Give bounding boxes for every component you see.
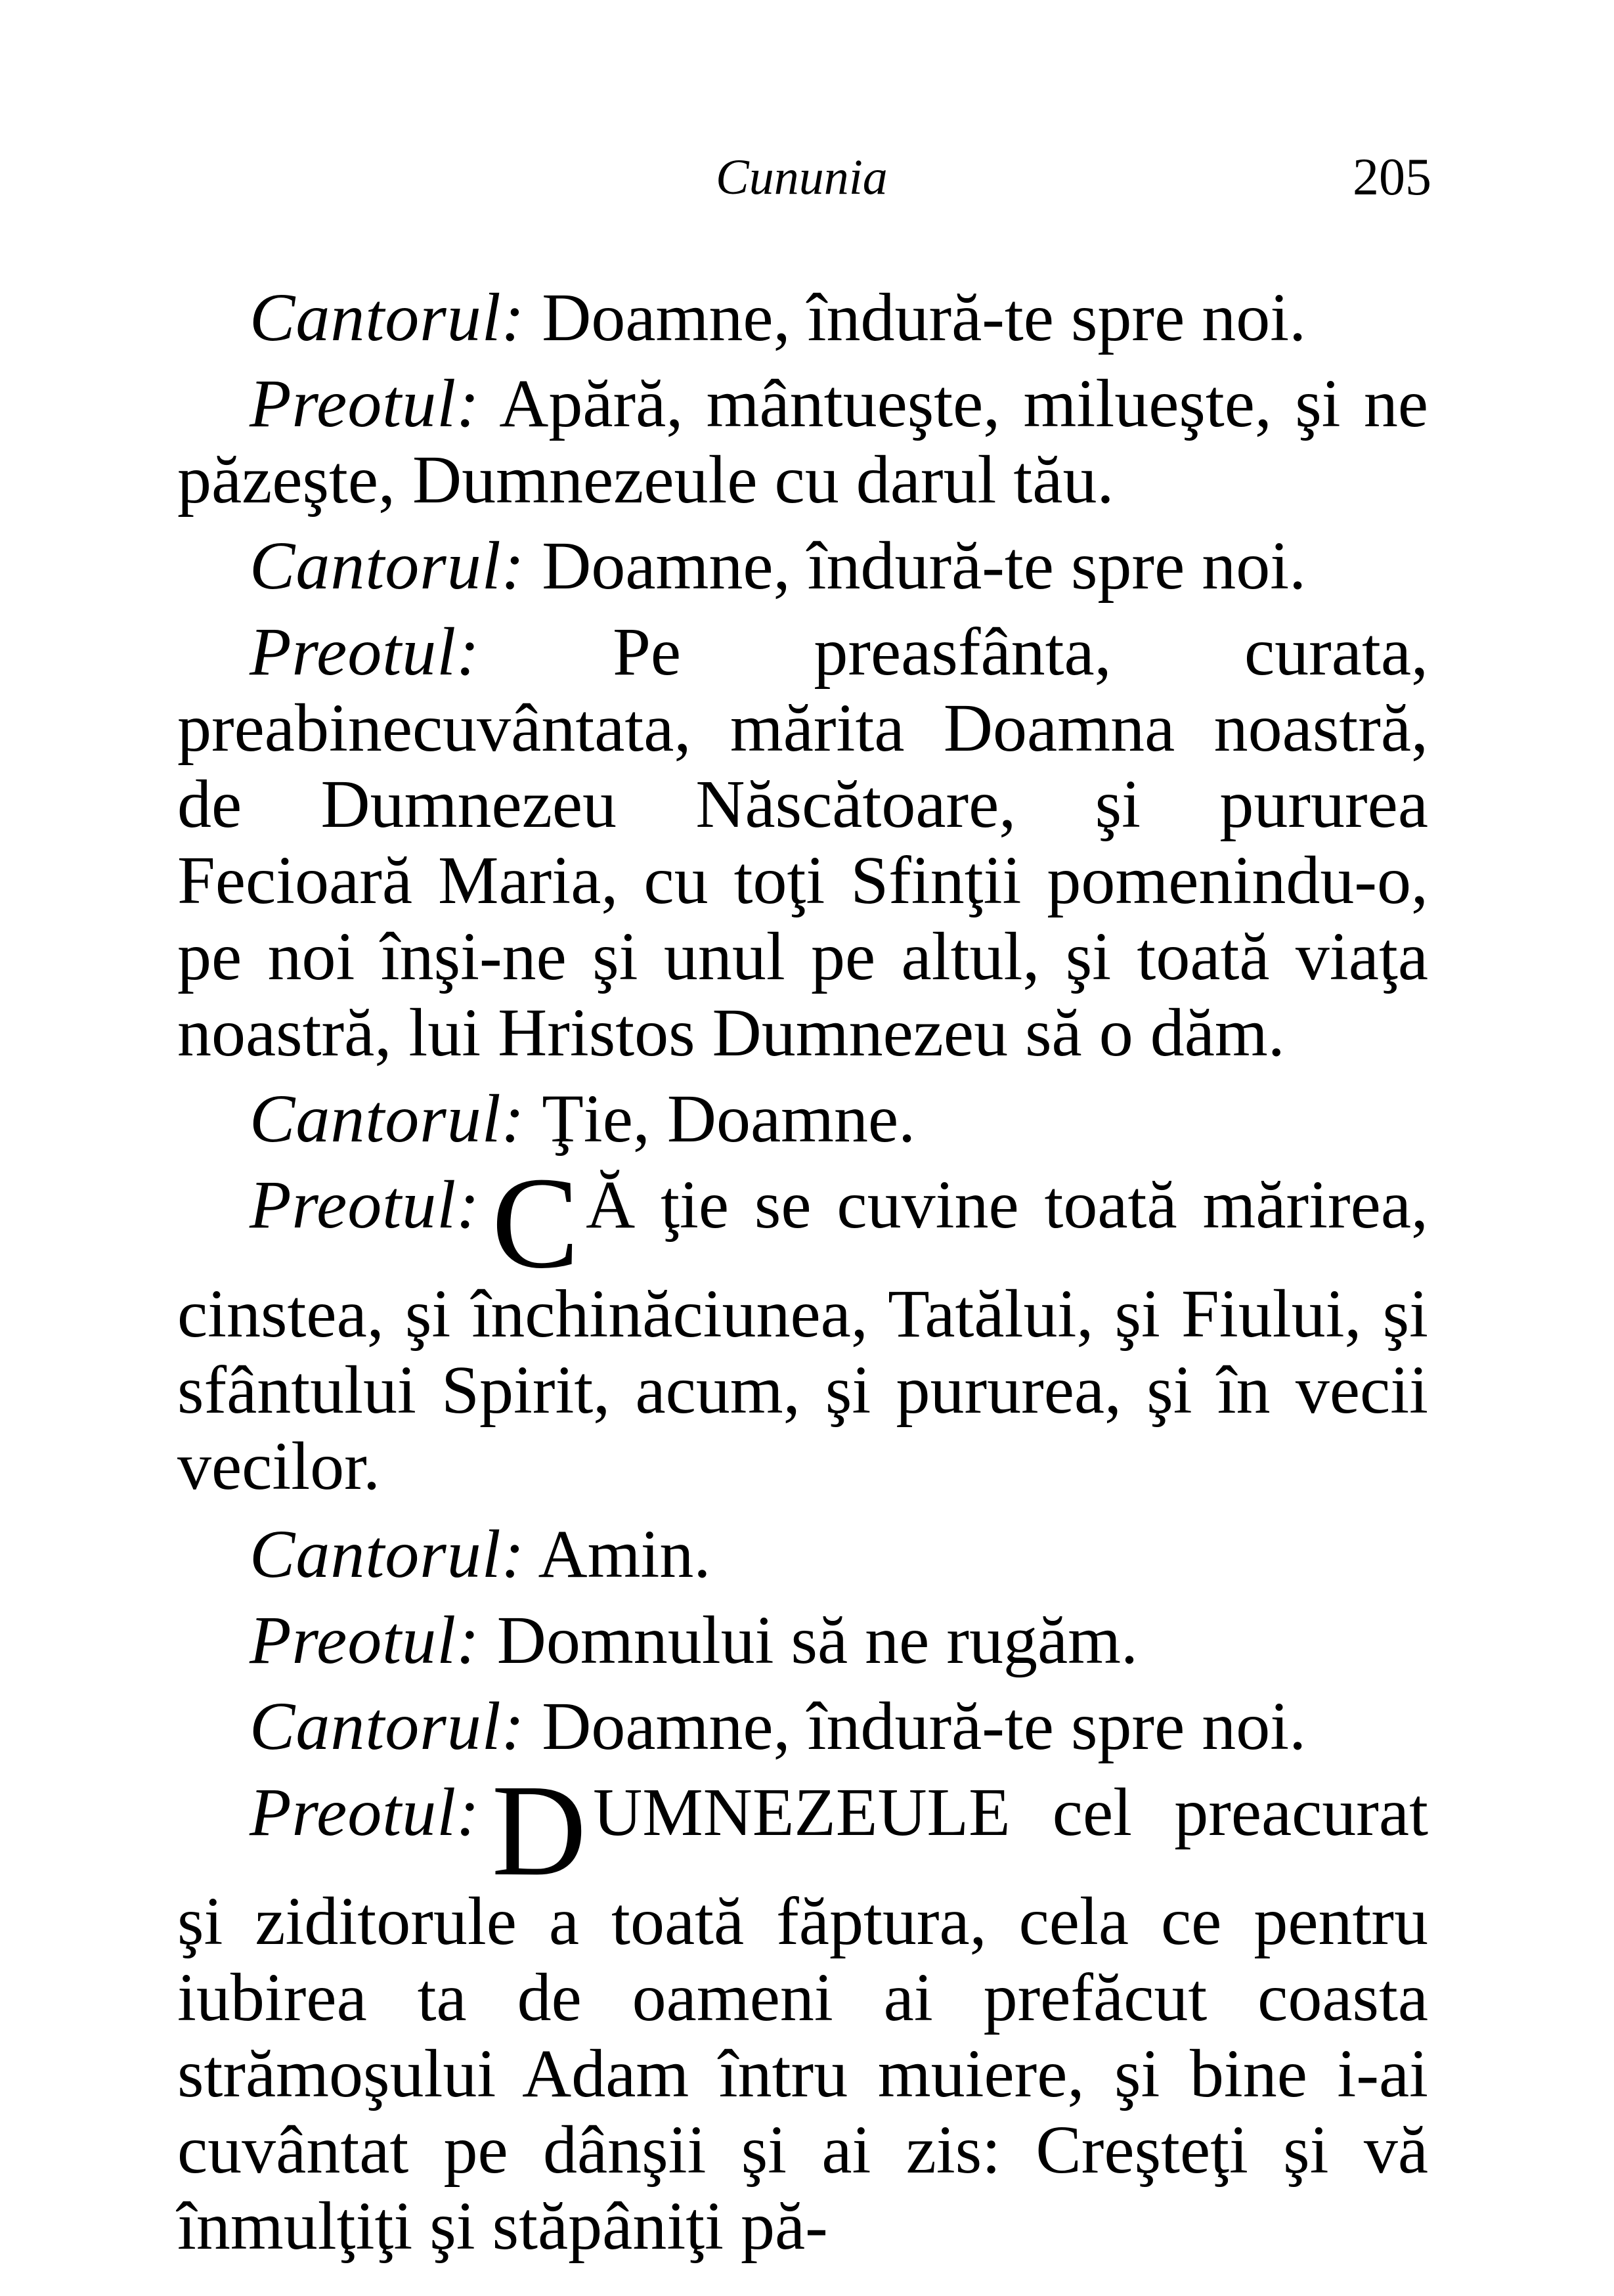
paragraph-8 [177, 1602, 1428, 1679]
paragraph-10 [177, 1758, 1428, 2264]
speaker-label: Preotul: [250, 614, 480, 690]
speaker-label: Cantorul: [250, 1689, 525, 1764]
paragraph-3 [177, 528, 1428, 604]
paragraph-text: Doamne, îndură-te spre noi. [542, 528, 1307, 604]
liturgical-text [177, 280, 1428, 2276]
drop-cap-initial: C [491, 1151, 580, 1296]
paragraph-1 [177, 280, 1428, 356]
running-head [0, 141, 1614, 213]
speaker-label: Cantorul: [250, 1081, 525, 1157]
speaker-label: Cantorul: [250, 1516, 525, 1592]
paragraph-text: Pe preasfânta, curata, preabinecuvântata, mărita Doamna noastră, de Dumnezeu Născătoare, şi pururea Fecioară Maria, cu toţi Sfinţii pomenindu-o, pe noi înşi-ne şi unul pe altul, şi toată viaţa noastră, lui Hristos Dumnezeu să o dăm. [177, 614, 1428, 1071]
speaker-label: Cantorul: [250, 528, 525, 604]
paragraph-5 [177, 1081, 1428, 1157]
speaker-label: Cantorul: [250, 280, 525, 355]
paragraph-text: UMNEZEULE cel preacurat şi ziditorule a toată făptura, cela ce pentru iubirea ta de oameni ai prefăcut coasta strămoşului Adam întru muiere, şi bine i-ai cuvântat pe dânşii şi ai zis: Creşteţi şi vă înmulţiţi şi stăpâniţi pă- [177, 1775, 1428, 2264]
paragraph-text: Doamne, îndură-te spre noi. [542, 280, 1307, 355]
speaker-label: Preotul: [250, 1167, 480, 1243]
speaker-label: Preotul: [250, 366, 480, 441]
page-number: 205 [1353, 148, 1431, 206]
running-title: Cununia [716, 150, 888, 205]
drop-cap-initial: D [491, 1758, 587, 1903]
paragraph-text: Ţie, Doamne. [542, 1081, 916, 1157]
paragraph-text: Amin. [538, 1516, 711, 1592]
paragraph-text: Ă ţie se cuvine toată mărirea, cinstea, şi închinăciunea, Tatălui, şi Fiului, şi sfântului Spirit, acum, şi pururea, şi în vecii vecilor. [177, 1167, 1428, 1504]
speaker-label: Preotul: [250, 1602, 480, 1678]
paragraph-2 [177, 366, 1428, 518]
paragraph-text: Doamne, îndură-te spre noi. [542, 1689, 1307, 1764]
paragraph-text: Domnului să ne rugăm. [496, 1602, 1139, 1678]
speaker-label: Preotul: [250, 1775, 480, 1850]
paragraph-text: Apără, mântueşte, milueşte, şi ne păzeşte, Dumnezeule cu darul tău. [177, 366, 1428, 518]
paragraph-9 [177, 1689, 1428, 1765]
paragraph-6 [177, 1151, 1428, 1505]
paragraph-4 [177, 614, 1428, 1071]
paragraph-7 [177, 1516, 1428, 1593]
